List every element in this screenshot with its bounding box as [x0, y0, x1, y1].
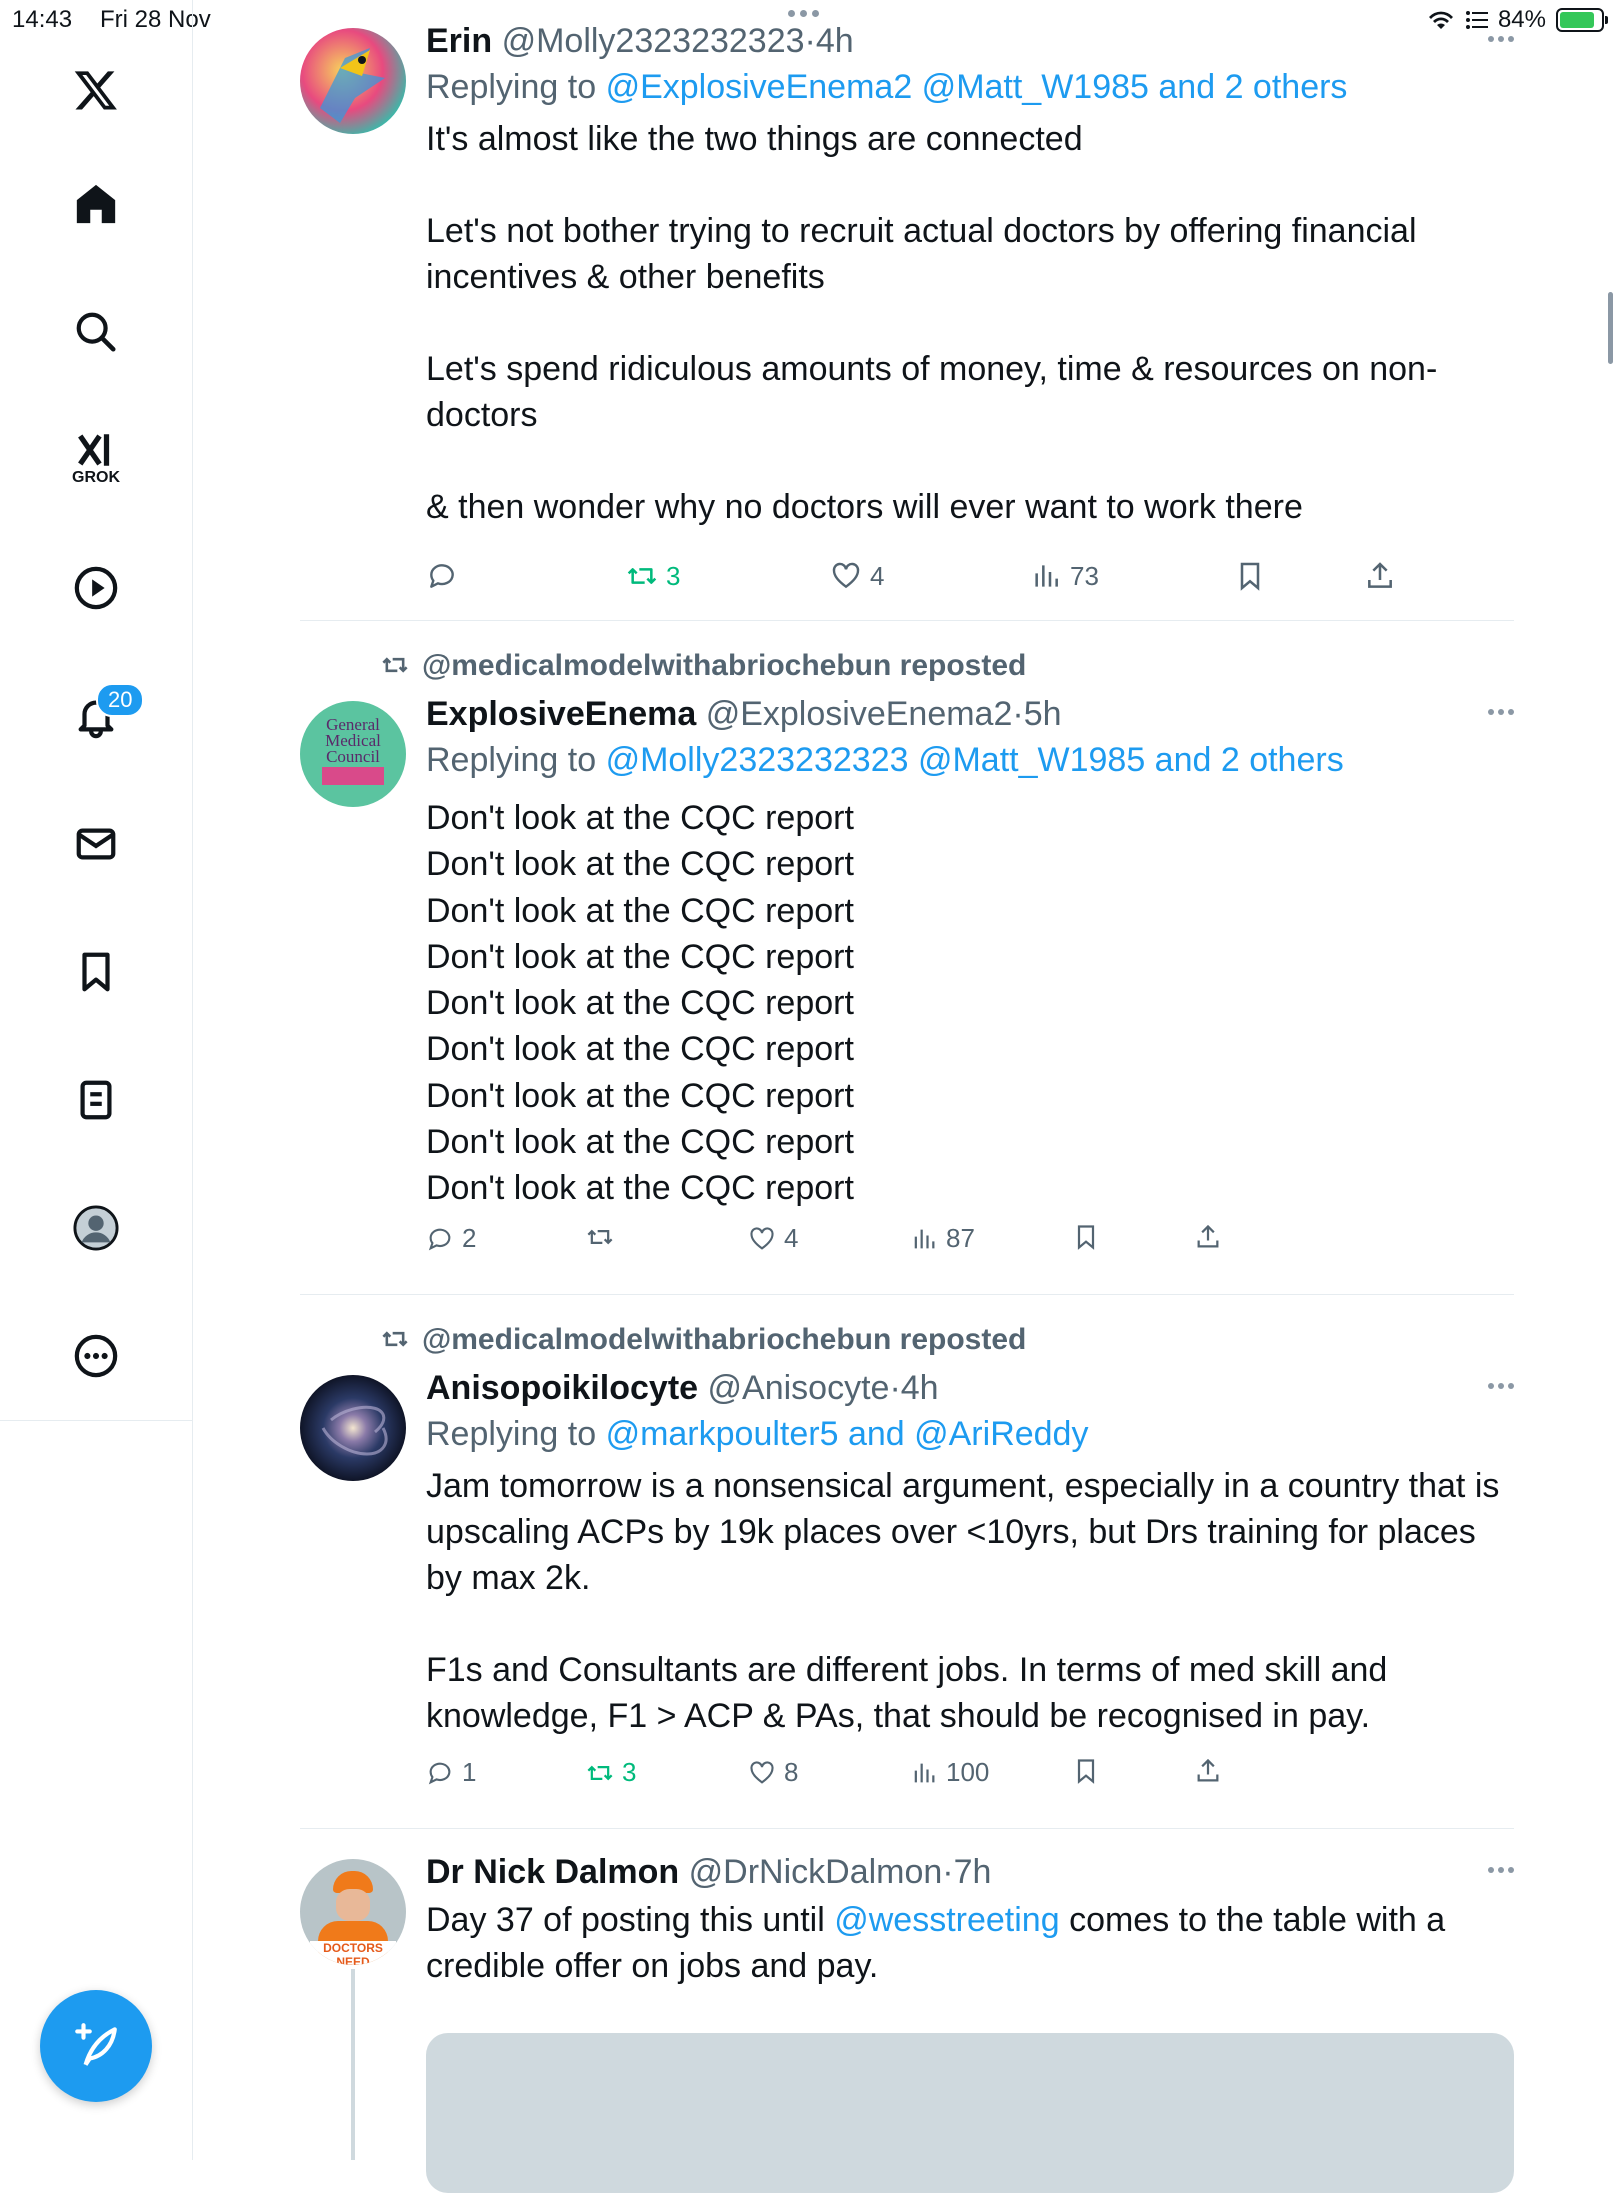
timestamp[interactable]: 4h: [815, 22, 854, 60]
sidebar-divider: [0, 1420, 192, 1421]
battery-percent: 84%: [1497, 6, 1546, 33]
share-icon: [1194, 1223, 1222, 1251]
sidebar: [0, 0, 193, 2160]
views-icon: [910, 1225, 938, 1253]
heart-icon: [830, 560, 862, 592]
play-icon[interactable]: [56, 548, 136, 628]
like-button[interactable]: [748, 1757, 798, 1788]
tweet[interactable]: @medicalmodelwithabriochebun reposted Anisopoikilocyte @Anisocyte·4h Replying to @markpoulter5 and @AriReddy Jam tomorrow is a nonsensical argument, especially in a country that is upscaling ACPs by 19k places over <10yrs, but Drs training for places by max 2k. F1s and Consultants are different jobs. In terms of med skill and knowledge, F1 > ACP & PAs, that should be recognised in pay. 1 3 8 100: [300, 1295, 1514, 1828]
scrollbar[interactable]: [1608, 292, 1613, 364]
author-name[interactable]: ExplosiveEnema: [426, 695, 697, 733]
avatar[interactable]: [300, 701, 406, 807]
tweet-text: Don't look at the CQC report Don't look at the CQC report Don't look at the CQC report Don't look at the CQC report Don't look at the CQC report Don't look at the CQC report Don't look at the CQC report Don't look at the CQC report Don't look at the CQC report: [426, 799, 854, 1208]
bookmark-button[interactable]: [1072, 1757, 1100, 1785]
like-count: 4: [870, 560, 885, 591]
views-icon: [1030, 560, 1062, 592]
avatar-icon[interactable]: [56, 1188, 136, 1268]
repost-icon: [626, 560, 658, 592]
reply-icon: [426, 1759, 454, 1787]
tweet-actions: [426, 1223, 1514, 1263]
heart-icon: [748, 1225, 776, 1253]
tweet-actions: [426, 1757, 1514, 1797]
author-handle[interactable]: @Molly2323232323: [501, 22, 805, 60]
replying-to-label: Replying to: [426, 68, 597, 106]
repost-indicator[interactable]: [378, 1323, 1026, 1357]
search-icon[interactable]: [56, 292, 136, 372]
reply-count: 2: [462, 1223, 477, 1253]
tweet-actions: [426, 560, 1514, 600]
mail-icon[interactable]: [56, 804, 136, 884]
more-circle-icon[interactable]: [56, 1316, 136, 1396]
status-time: 14:43: [12, 6, 73, 33]
views-icon: [910, 1759, 938, 1787]
like-button[interactable]: [748, 1223, 798, 1254]
views-count: 73: [1070, 560, 1099, 591]
share-icon: [1194, 1757, 1222, 1785]
tweet[interactable]: DOCTORS NEED Dr Nick Dalmon @DrNickDalmon·7h Day 37 of posting this until @wesstreeting comes to the table with a credible offer on jobs and pay.: [300, 1829, 1514, 2160]
thread-connector: [351, 1969, 355, 2160]
repost-count: 3: [666, 560, 681, 591]
repost-small-icon: [378, 1325, 412, 1353]
bookmark-button[interactable]: [1072, 1223, 1100, 1251]
tweet-text: [426, 1897, 1514, 1989]
reply-count: 1: [462, 1757, 477, 1787]
tweet-text: It's almost like the two things are connected Let's not bother trying to recruit actual doctors by offering financial incentives & other benefits Let's spend ridiculous amounts of money, time & resources on non-doctors & then wonder why no doctors will ever want to work there: [426, 120, 1438, 526]
tweet-text: Jam tomorrow is a nonsensical argument, especially in a country that is upscaling ACPs by 19k places over <10yrs, but Drs training for places by max 2k. F1s and Consultants are different jobs. In terms of med skill and knowledge, F1 > ACP & PAs, that should be recognised in pay.: [426, 1467, 1500, 1735]
compose-button[interactable]: [40, 1990, 152, 2102]
notifications-badge: 20: [96, 683, 144, 717]
reply-button[interactable]: [426, 560, 466, 592]
reply-icon: [426, 560, 458, 592]
timestamp[interactable]: 7h: [953, 1853, 992, 1891]
more-options-icon[interactable]: [1488, 709, 1514, 715]
repost-icon: [586, 1223, 614, 1251]
avatar[interactable]: [300, 1375, 406, 1481]
reply-icon: [426, 1225, 454, 1253]
views-button[interactable]: [910, 1223, 975, 1254]
avatar[interactable]: [300, 28, 406, 134]
views-button[interactable]: [910, 1757, 989, 1788]
author-name[interactable]: Anisopoikilocyte: [426, 1369, 699, 1407]
heart-icon: [748, 1759, 776, 1787]
battery-icon: [1556, 8, 1604, 32]
more-options-icon[interactable]: [1488, 1867, 1514, 1873]
share-icon: [1364, 560, 1396, 592]
home-icon[interactable]: [56, 164, 136, 244]
reply-to-link[interactable]: @Molly2323232323 @Matt_W1985 and 2 others: [605, 741, 1344, 779]
share-button[interactable]: [1194, 1223, 1222, 1251]
reply-button[interactable]: [426, 1223, 476, 1254]
author-handle[interactable]: @Anisocyte: [707, 1369, 890, 1407]
repost-icon: [586, 1759, 614, 1787]
more-options-icon[interactable]: [1488, 36, 1514, 42]
share-button[interactable]: [1364, 560, 1396, 592]
compose-icon: [71, 2021, 121, 2071]
views-button[interactable]: [1030, 560, 1099, 592]
replying-to-label: Replying to: [426, 1415, 597, 1453]
author-handle[interactable]: @DrNickDalmon: [688, 1853, 943, 1891]
tweet[interactable]: @medicalmodelwithabriochebun reposted General Medical Council ExplosiveEnema @ExplosiveEnema2·5h Replying to @Molly2323232323 @Matt_W1985 and 2 others Don't look at the CQC report Don't look at the CQC report Don't look at the CQC report Don't look at the CQC report Don't look at the CQC report Don't look at the CQC report Don't look at the CQC report Don't look at the CQC report Don't look at the CQC report 2 4 87: [300, 621, 1514, 1294]
grok-label: GROK: [72, 469, 120, 486]
repost-indicator[interactable]: [378, 649, 1026, 683]
timestamp[interactable]: 5h: [1023, 695, 1062, 733]
avatar-text: DOCTORS NEED: [310, 1941, 396, 1965]
timestamp[interactable]: 4h: [900, 1369, 939, 1407]
author-name[interactable]: Dr Nick Dalmon: [426, 1853, 680, 1891]
bookmark-icon: [1072, 1757, 1100, 1785]
x-logo-icon[interactable]: [56, 50, 136, 130]
bookmark-icon: [1072, 1223, 1100, 1251]
views-count: 100: [946, 1757, 990, 1787]
reply-to-link[interactable]: @ExplosiveEnema2 @Matt_W1985 and 2 others: [605, 68, 1348, 106]
bookmark-icon[interactable]: [56, 932, 136, 1012]
repost-button[interactable]: [626, 560, 680, 592]
list-icon[interactable]: [56, 1060, 136, 1140]
status-date: Fri 28 Nov: [100, 6, 211, 33]
repost-by-label: @medicalmodelwithabriochebun reposted: [422, 649, 1027, 682]
tweet-text-after: comes to the table with a credible offer on jobs and pay.: [426, 1901, 1455, 1985]
repost-by-label: @medicalmodelwithabriochebun reposted: [422, 1323, 1027, 1356]
media-image[interactable]: [426, 2033, 1514, 2193]
share-button[interactable]: [1194, 1757, 1222, 1785]
reply-button[interactable]: [426, 1757, 476, 1788]
repost-count: 3: [622, 1757, 637, 1787]
author-name[interactable]: Erin: [426, 22, 493, 60]
views-count: 87: [946, 1223, 975, 1253]
author-handle[interactable]: @ExplosiveEnema2: [705, 695, 1013, 733]
more-options-icon[interactable]: [1488, 1383, 1514, 1389]
like-count: 4: [784, 1223, 799, 1253]
avatar[interactable]: [300, 1859, 406, 1965]
reply-to-link[interactable]: @markpoulter5 and @AriReddy: [605, 1415, 1089, 1453]
repost-button[interactable]: [586, 1757, 636, 1788]
tweet-text-before: Day 37 of posting this until: [426, 1901, 835, 1939]
mention-link[interactable]: @wesstreeting: [834, 1901, 1060, 1939]
like-count: 8: [784, 1757, 799, 1787]
repost-button[interactable]: [586, 1223, 622, 1251]
bookmark-button[interactable]: [1234, 560, 1266, 592]
avatar-text: General Medical Council: [325, 715, 381, 766]
like-button[interactable]: [830, 560, 884, 592]
replying-to-label: Replying to: [426, 741, 597, 779]
repost-small-icon: [378, 651, 412, 679]
grok-icon[interactable]: [56, 418, 136, 498]
tweet[interactable]: Erin @Molly2323232323·4h Replying to @ExplosiveEnema2 @Matt_W1985 and 2 others It's almost like the two things are connected Let's not bother trying to recruit actual doctors by offering financial incentives & other benefits Let's spend ridiculous amounts of money, time & resources on non-doctors & then wonder why no doctors will ever want to work there 3 4 73: [300, 0, 1514, 620]
bookmark-icon: [1234, 560, 1266, 592]
